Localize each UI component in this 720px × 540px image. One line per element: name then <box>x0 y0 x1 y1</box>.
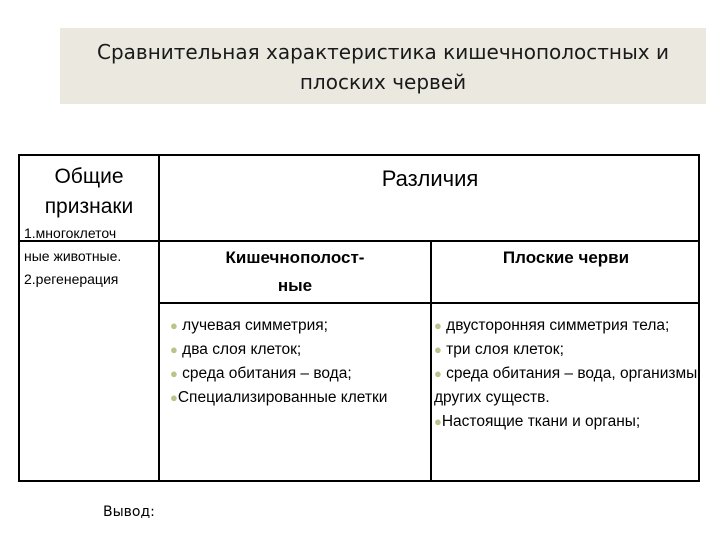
list-item: ● двусторонняя симметрия тела; <box>434 317 670 334</box>
bullet-icon: ● <box>434 414 442 429</box>
bullet-icon: ● <box>434 342 442 357</box>
list-item: ● среда обитания – вода; <box>170 365 352 382</box>
bullet-icon: ● <box>170 318 178 333</box>
heading-flatworms: Плоские черви <box>502 248 630 267</box>
title-line-2: плоских червей <box>299 70 467 94</box>
divider-vertical-general <box>158 156 160 480</box>
bullet-icon: ● <box>170 390 178 405</box>
bullet-icon: ● <box>434 318 442 333</box>
list-item: ● лучевая симметрия; <box>170 317 328 334</box>
header-general-traits: Общие признаки <box>44 165 134 218</box>
flatworms-list <box>434 314 700 434</box>
bullet-icon: ● <box>170 366 178 381</box>
divider-horizontal-subheader <box>158 302 698 304</box>
conclusion-label: Вывод: <box>103 504 155 520</box>
bullet-icon: ● <box>170 342 178 357</box>
slide-title <box>60 28 706 104</box>
title-line-1: Сравнительная характеристика кишечнополостных и <box>97 40 669 64</box>
heading-coelenterates: Кишечнополост- ные <box>225 248 365 295</box>
list-item: ● среда обитания – вода, организмы других существ. <box>434 365 698 406</box>
general-traits-text: 1.многоклеточ ные животные. 2.регенерация <box>24 225 122 287</box>
header-differences: Различия <box>381 166 479 191</box>
bullet-icon: ● <box>434 366 442 381</box>
list-item: ● три слоя клеток; <box>434 341 564 358</box>
coelenterates-list <box>170 314 432 410</box>
list-item: ●Настоящие ткани и органы; <box>434 413 641 430</box>
list-item: ● два слоя клеток; <box>170 341 302 358</box>
comparison-table <box>18 154 700 482</box>
list-item: ●Специализированные клетки <box>170 389 388 406</box>
